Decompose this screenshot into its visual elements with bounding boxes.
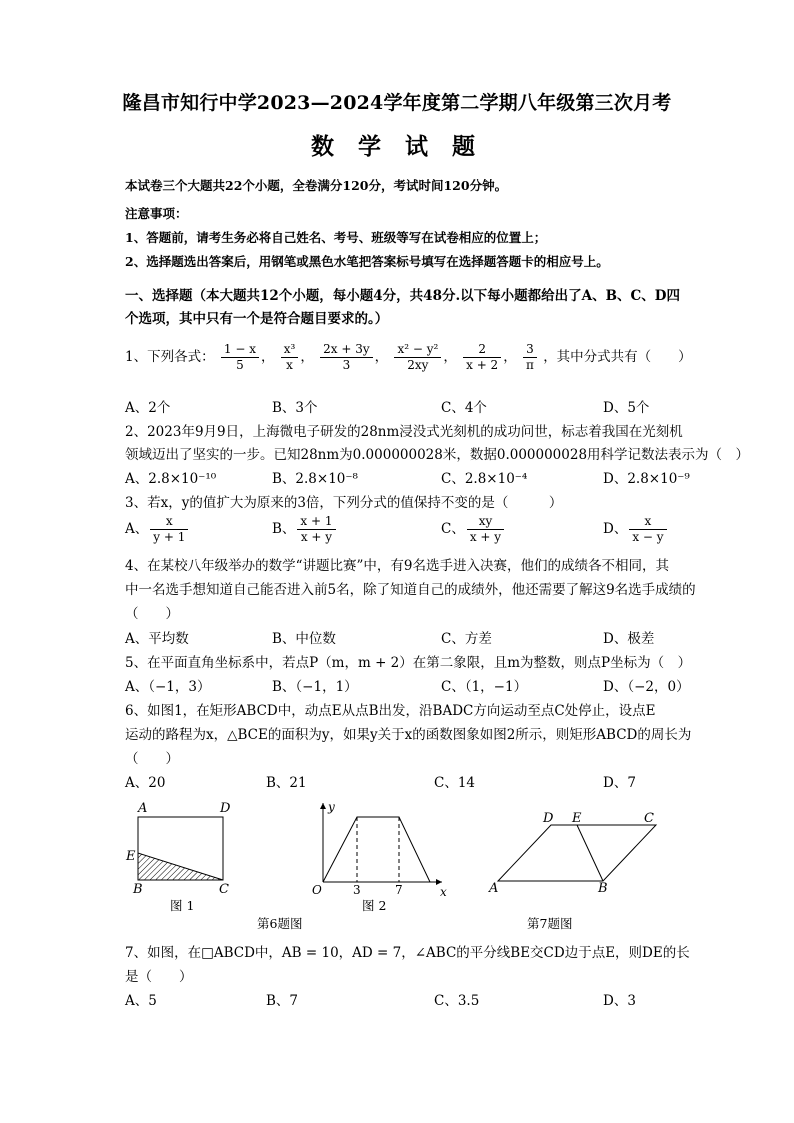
- section1-heading-line2: 个选项，其中只有一个是符合题目要求的。）: [125, 311, 389, 327]
- note-item-1: 1、答题前，请考生务必将自己姓名、考号、班级等写在试卷相应的位置上；: [125, 230, 547, 245]
- q6-option-b: B、21: [266, 775, 307, 791]
- fig2-origin: O: [312, 883, 322, 897]
- q1-frac-1: $\frac{1 - x}{5}$: [221, 342, 259, 373]
- q7-option-a: A、5: [125, 993, 157, 1009]
- q4-option-d: D、极差: [603, 631, 655, 647]
- fig1-label-d: D: [220, 801, 231, 816]
- fig1-caption: 图 1: [170, 898, 195, 913]
- fig7-label-d: D: [543, 811, 554, 826]
- q1-option-a: A、2个: [125, 400, 171, 416]
- fig2-axis-x: x: [440, 885, 447, 899]
- q2-option-c: C、2.8×10⁻⁴: [441, 471, 528, 487]
- question-3: 3、若x，y的值扩大为原来的3倍，下列分式的值保持不变的是（ ）: [125, 495, 563, 511]
- section1-heading-line1: 一、选择题（本大题共12个小题，每小题4分，共48分.以下每小题都给出了A、B、C、D四: [125, 288, 681, 304]
- q4-option-b: B、中位数: [272, 631, 336, 647]
- q1-frac-4: $\frac{\text{x² − y²}}{2xy}$: [394, 342, 441, 373]
- q1-frac-5: $\frac{2}{x + 2}$: [463, 342, 501, 373]
- q7-option-c: C、3.5: [434, 993, 480, 1009]
- figure-7-parallelogram: [488, 811, 656, 896]
- fig1-label-b: B: [133, 882, 143, 897]
- figure-2-graph: [312, 800, 447, 899]
- question-6-line2: 运动的路程为x，△BCE的面积为y，如果y关于x的函数图象如图2所示，则矩形ABCD的周长为: [125, 727, 692, 743]
- fig7-label-e: E: [572, 811, 582, 826]
- q5-option-c: C、（1，−1）: [441, 679, 528, 695]
- fig2-caption: 图 2: [362, 898, 387, 913]
- fig7-label-a: A: [489, 881, 499, 896]
- fig2-tick-3: 3: [353, 883, 361, 897]
- q5-option-d: D、（−2，0）: [603, 679, 690, 695]
- q1-frac-6: $\frac{3}{\pi}$: [523, 342, 537, 373]
- question-7-line1: 7、如图，在□ABCD中，AB = 10，AD = 7，∠ABC的平分线BE交CD边于点E，则DE的长: [125, 945, 690, 961]
- q2-option-d: D、2.8×10⁻⁹: [603, 471, 690, 487]
- q1-option-c: C、4个: [441, 400, 487, 416]
- question-6-line3: （ ）: [125, 751, 179, 767]
- q1-tail: ，其中分式共有（ ）: [543, 349, 692, 365]
- notes-heading: 注意事项：: [125, 206, 188, 221]
- fig1-label-a: A: [138, 801, 148, 816]
- q7-option-d: D、3: [603, 993, 636, 1009]
- q1-option-d: D、5个: [603, 400, 650, 416]
- q3-option-a: A、 $\frac{x}{y + 1}$: [125, 514, 190, 545]
- question-4-line2: 中一名选手想知道自己能否进入前5名，除了知道自己的成绩外，他还需要了解这9名选手成绩的: [125, 582, 696, 598]
- q6-option-c: C、14: [434, 775, 476, 791]
- fig6-caption: 第6题图: [257, 916, 303, 931]
- question-2-line2: 领域迈出了坚实的一步。已知28nm为0.000000028米，数据0.000000028用科学记数法表示为（ ）: [125, 447, 750, 463]
- fig1-label-e: E: [126, 849, 136, 864]
- fig7-label-b: B: [598, 881, 608, 896]
- figure-1-rectangle: [125, 801, 231, 897]
- fig7-caption: 第7题图: [527, 916, 573, 931]
- exam-intro: 本试卷三个大题共22个小题，全卷满分120分，考试时间120分钟。: [125, 178, 508, 193]
- q4-option-a: A、平均数: [125, 631, 189, 647]
- exam-subtitle: 数 学 试 题: [310, 133, 484, 160]
- question-7-line2: 是（ ）: [125, 969, 193, 985]
- exam-title: 隆昌市知行中学2023—2024学年度第二学期八年级第三次月考: [122, 92, 672, 114]
- question-5: 5、在平面直角坐标系中，若点P（m，m + 2）在第二象限，且m为整数，则点P坐标为（ ）: [125, 655, 692, 671]
- q6-option-a: A、20: [125, 775, 166, 791]
- question-6-line1: 6、如图1，在矩形ABCD中，动点E从点B出发，沿BADC方向运动至点C处停止，设点E: [125, 703, 656, 719]
- fig2-tick-7: 7: [395, 883, 403, 897]
- q2-option-b: B、2.8×10⁻⁸: [272, 471, 358, 487]
- q3-option-c: C、 $\frac{xy}{x + y}$: [441, 514, 506, 545]
- note-item-2: 2、选择题选出答案后，用钢笔或黑色水笔把答案标号填写在选择题答题卡的相应号上。: [125, 254, 609, 269]
- q3-option-d: D、 $\frac{x}{x - y}$: [603, 514, 669, 545]
- fig2-axis-y: y: [328, 800, 335, 814]
- q4-option-c: C、方差: [441, 631, 492, 647]
- q5-option-b: B、（−1，1）: [272, 679, 358, 695]
- fig1-label-c: C: [219, 882, 229, 897]
- question-2-line1: 2、2023年9月9日，上海微电子研发的28nm浸没式光刻机的成功问世，标志着我国在光刻机: [125, 424, 683, 440]
- q7-option-b: B、7: [266, 993, 299, 1009]
- q1-frac-2: $\frac{\text{x³}}{x}$: [281, 342, 299, 373]
- q2-option-a: A、2.8×10⁻¹⁰: [125, 471, 217, 487]
- fig7-label-c: C: [644, 811, 654, 826]
- q5-option-a: A、（−1，3）: [125, 679, 211, 695]
- q3-option-b: B、 $\frac{x + 1}{x + y}$: [272, 514, 338, 545]
- question-4-line3: （ ）: [125, 606, 179, 622]
- q6-option-d: D、7: [603, 775, 636, 791]
- question-1: 1、下列各式： $\frac{1 - x}{5}$ ， $\frac{\text{x³}}{x}$ ， $\frac{2x + 3y}{3}$ ， $\frac{\text{x² − y²}}{2xy}$ ， $\frac{2}{x + 2}$ ， $\frac{3}{\pi}$ ，其中分式共有（ ）: [125, 342, 692, 372]
- q1-frac-3: $\frac{2x + 3y}{3}$: [320, 342, 373, 373]
- q1-lead: 1、下列各式：: [125, 349, 215, 365]
- question-4-line1: 4、在某校八年级举办的数学“讲题比赛”中，有9名选手进入决赛，他们的成绩各不相同，其: [125, 558, 669, 574]
- q1-option-b: B、3个: [272, 400, 318, 416]
